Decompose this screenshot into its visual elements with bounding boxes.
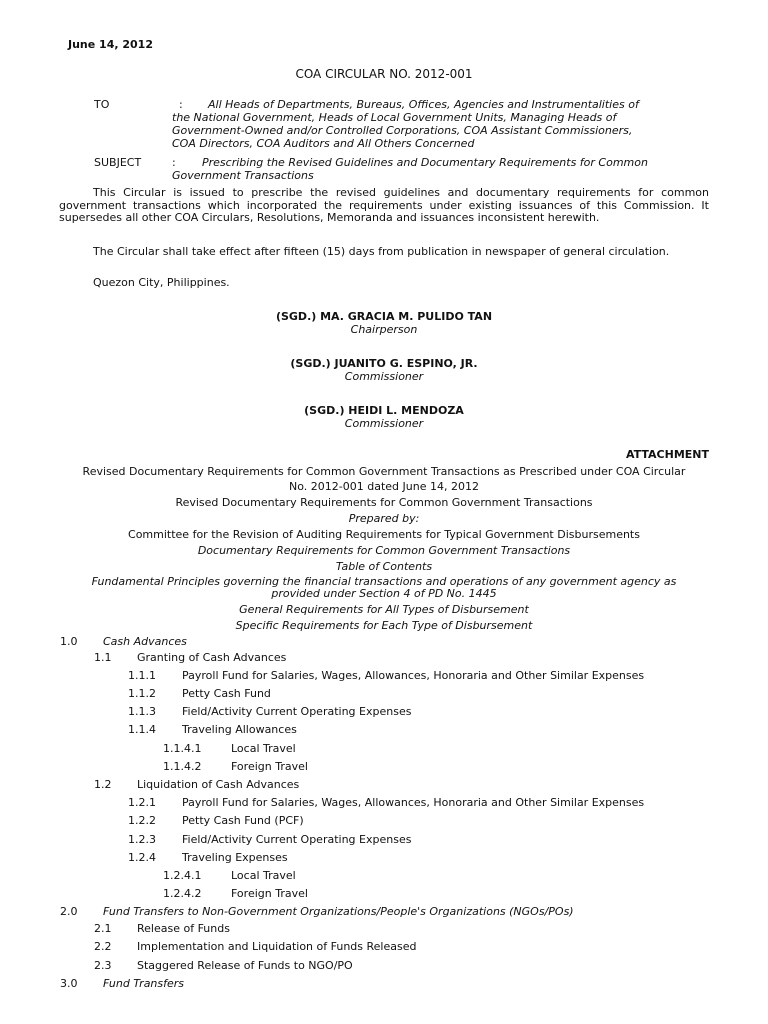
toc-number: 1.2.1 [128,796,156,809]
toc-general: General Requirements for All Types of Disbursement [239,603,529,616]
subject-label: SUBJECT [94,156,142,169]
circular-title: COA CIRCULAR NO. 2012-001 [295,67,473,81]
prepared-by: Prepared by: [348,512,420,525]
toc-number: 1.1.2 [128,687,156,700]
toc-number: 2.1 [94,922,112,935]
signatory-name: (SGD.) JUANITO G. ESPINO, JR. [290,357,478,370]
toc-number: 1.2 [94,778,112,791]
body-paragraph: The Circular shall take effect after fifteen (15) days from publication in newspaper of general circulation. [93,245,670,258]
toc-entry: Field/Activity Current Operating Expenses [182,705,412,718]
toc-entry: Traveling Allowances [182,723,297,736]
toc-entry: Local Travel [231,742,296,755]
toc-entry: Staggered Release of Funds to NGO/PO [137,959,353,972]
toc-number: 2.0 [60,905,78,918]
place-line: Quezon City, Philippines. [93,276,230,289]
toc-entry: Foreign Travel [231,760,308,773]
toc-number: 1.1.4.1 [163,742,202,755]
attachment-heading: No. 2012-001 dated June 14, 2012 [289,480,479,493]
toc-number: 1.2.4.2 [163,887,202,900]
attachment-heading: Documentary Requirements for Common Government Transactions [197,544,571,557]
toc-specific: Specific Requirements for Each Type of Disbursement [235,619,533,632]
toc-entry: Local Travel [231,869,296,882]
signatory-name: (SGD.) MA. GRACIA M. PULIDO TAN [275,310,493,323]
toc-number: 2.2 [94,940,112,953]
toc-number: 1.2.4.1 [163,869,202,882]
to-line: Government-Owned and/or Controlled Corporations, COA Assistant Commissioners, [172,124,633,137]
signatory-name: (SGD.) HEIDI L. MENDOZA [304,404,464,417]
toc-entry: Petty Cash Fund (PCF) [182,814,304,827]
toc-entry: Payroll Fund for Salaries, Wages, Allowances, Honoraria and Other Similar Expenses [182,669,645,682]
toc-number: 3.0 [60,977,78,990]
subject-colon: : [172,156,176,169]
toc-number: 1.1 [94,651,112,664]
to-label: TO [94,98,110,111]
attachment-heading: Revised Documentary Requirements for Common Government Transactions [175,496,593,509]
subject-line: Prescribing the Revised Guidelines and Documentary Requirements for Common [202,156,648,169]
toc-entry: Fund Transfers to Non-Government Organizations/People's Organizations (NGOs/POs) [103,905,574,918]
toc-number: 1.2.2 [128,814,156,827]
to-line: COA Directors, COA Auditors and All Others Concerned [172,137,475,150]
document-date: June 14, 2012 [68,38,153,51]
toc-heading: Table of Contents [335,560,433,573]
body-paragraph: This Circular is issued to prescribe the revised guidelines and documentary requirements for common government transactions which incorporated the requirements under existing issuances of this Commission. It supersedes all other COA Circulars, Resolutions, Memoranda and issuances inconsistent herewith. [59,186,709,225]
attachment-heading: Revised Documentary Requirements for Common Government Transactions as Prescribed under COA Circular [82,465,686,478]
toc-number: 2.3 [94,959,112,972]
toc-number: 1.1.1 [128,669,156,682]
to-colon: : [179,98,183,111]
toc-number: 1.1.4.2 [163,760,202,773]
attachment-label: ATTACHMENT [625,448,709,461]
toc-entry: Field/Activity Current Operating Expenses [182,833,412,846]
toc-number: 1.0 [60,635,78,648]
toc-principles: Fundamental Principles governing the financial transactions and operations of any government agency as [91,575,677,588]
toc-entry: Implementation and Liquidation of Funds Released [137,940,417,953]
toc-entry: Cash Advances [103,635,187,648]
toc-entry: Release of Funds [137,922,230,935]
toc-number: 1.2.4 [128,851,156,864]
signatory-title: Commissioner [344,370,424,383]
to-line: the National Government, Heads of Local Government Units, Managing Heads of [172,111,617,124]
toc-number: 1.2.3 [128,833,156,846]
toc-entry: Petty Cash Fund [182,687,271,700]
subject-line: Government Transactions [172,169,314,182]
toc-number: 1.1.3 [128,705,156,718]
toc-entry: Liquidation of Cash Advances [137,778,300,791]
committee-name: Committee for the Revision of Auditing Requirements for Typical Government Disbursements [128,528,640,541]
toc-entry: Payroll Fund for Salaries, Wages, Allowances, Honoraria and Other Similar Expenses [182,796,645,809]
toc-entry: Foreign Travel [231,887,308,900]
toc-principles: provided under Section 4 of PD No. 1445 [271,587,497,600]
to-line: All Heads of Departments, Bureaus, Offices, Agencies and Instrumentalities of [208,98,639,111]
toc-entry: Granting of Cash Advances [137,651,287,664]
toc-number: 1.1.4 [128,723,156,736]
signatory-title: Chairperson [350,323,418,336]
toc-entry: Fund Transfers [103,977,185,990]
toc-entry: Traveling Expenses [182,851,288,864]
signatory-title: Commissioner [344,417,424,430]
